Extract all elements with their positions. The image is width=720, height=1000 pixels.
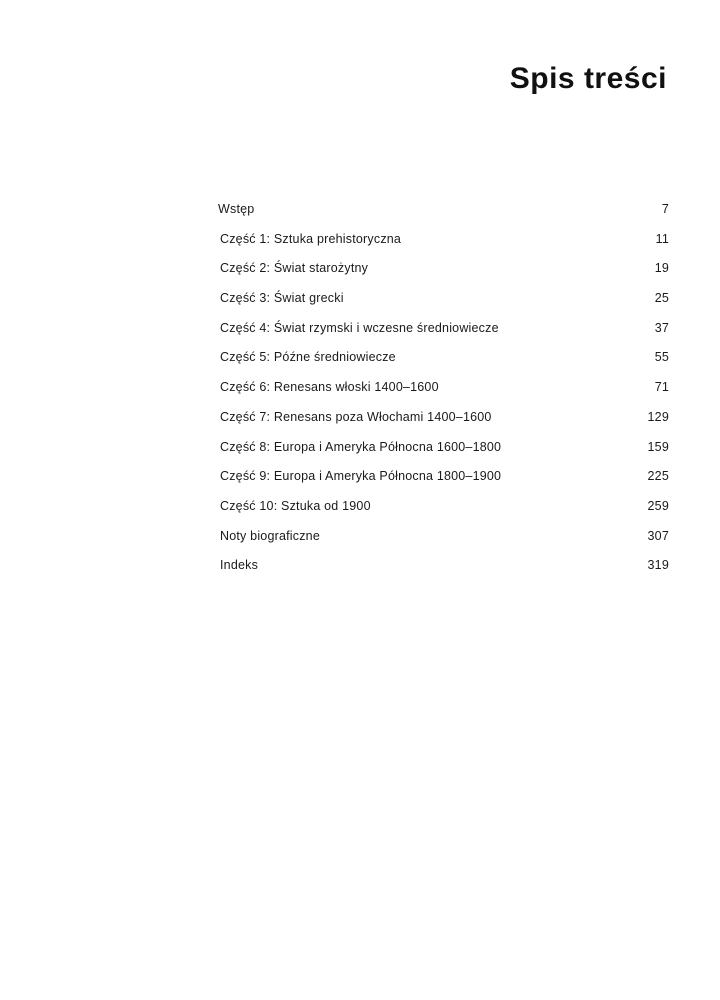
toc-entry-part-7[interactable] (218, 410, 669, 440)
toc-entry-label: Część 10: Sztuka od 1900 (220, 498, 371, 513)
toc-entry-page-number: 19 (654, 261, 669, 276)
toc-entry-part-2[interactable] (218, 261, 669, 291)
toc-entry-label: Część 1: Sztuka prehistoryczna (220, 231, 402, 246)
toc-entry-label: Noty biograficzne (220, 528, 320, 543)
toc-entry-label: Część 7: Renesans poza Włochami 1400–1600 (220, 409, 492, 424)
toc-entry-biographies[interactable] (218, 529, 669, 559)
toc-entry-label: Część 9: Europa i Ameryka Północna 1800–1900 (220, 469, 502, 484)
toc-entry-label: Wstęp (218, 202, 255, 216)
toc-entry-label: Część 8: Europa i Ameryka Północna 1600–1800 (220, 439, 502, 454)
toc-entry-part-5[interactable] (218, 350, 669, 380)
toc-entry-part-3[interactable] (218, 291, 669, 321)
toc-entry-page-number: 225 (647, 469, 669, 484)
toc-entry-label: Część 3: Świat grecki (220, 291, 344, 306)
toc-entry-index[interactable] (218, 558, 669, 588)
toc-entry-page-number: 37 (654, 320, 669, 335)
toc-entry-page-number: 7 (661, 202, 669, 216)
toc-entry-part-1[interactable] (218, 232, 669, 262)
toc-entry-label: Część 4: Świat rzymski i wczesne średniowiecze (220, 320, 499, 335)
toc-entry-part-8[interactable] (218, 440, 669, 470)
toc-entry-label: Część 6: Renesans włoski 1400–1600 (220, 380, 439, 395)
toc-entry-page-number: 25 (654, 291, 669, 306)
toc-entry-label: Indeks (220, 558, 259, 573)
toc-entry-page-number: 55 (654, 350, 669, 365)
toc-entry-part-6[interactable] (218, 380, 669, 410)
toc-entry-part-10[interactable] (218, 499, 669, 529)
toc-entry-page-number: 259 (647, 498, 669, 513)
toc-entry-part-9[interactable] (218, 469, 669, 499)
toc-entry-part-4[interactable] (218, 321, 669, 351)
toc-entry-intro[interactable] (218, 202, 669, 232)
toc-entry-page-number: 71 (654, 380, 669, 395)
toc-entry-page-number: 159 (647, 439, 669, 454)
toc-entry-page-number: 11 (655, 231, 669, 246)
toc-entry-page-number: 319 (647, 558, 669, 573)
table-of-contents (218, 202, 669, 588)
toc-entry-label: Część 2: Świat starożytny (220, 261, 369, 276)
toc-entry-label: Część 5: Późne średniowiecze (220, 350, 396, 365)
toc-entry-page-number: 129 (647, 409, 669, 424)
toc-entry-page-number: 307 (647, 528, 669, 543)
page-title: Spis treści (509, 62, 667, 95)
